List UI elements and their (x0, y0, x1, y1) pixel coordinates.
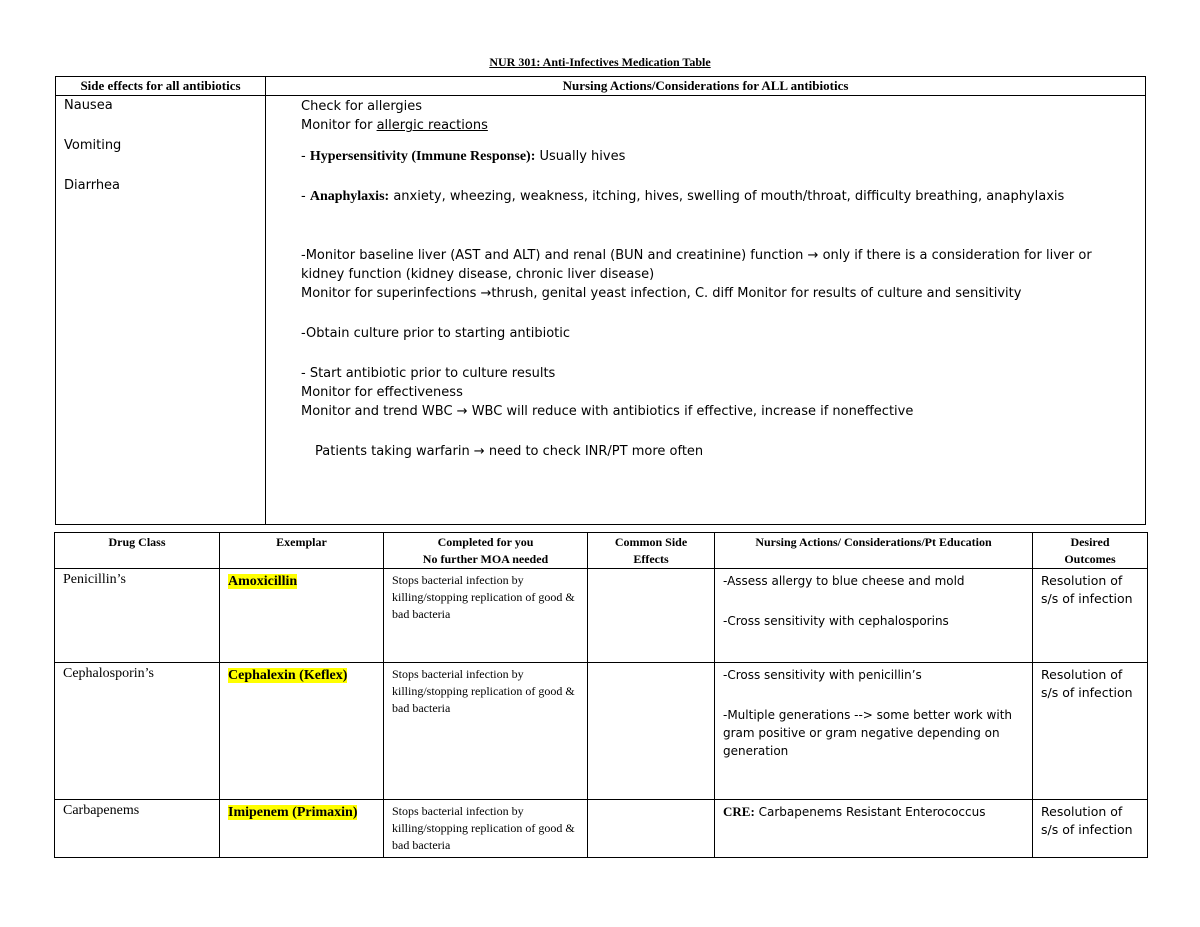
drug-class-table (54, 532, 1148, 858)
action-start-antibiotic: - Start antibiotic prior to culture results (301, 366, 556, 381)
col-header-nursing: Nursing Actions/ Considerations/Pt Education (715, 533, 1033, 569)
drug-class-cell: Carbapenems (55, 800, 220, 858)
side-effect-item: Diarrhea (64, 178, 121, 193)
exemplar-cell (220, 569, 384, 663)
action-warfarin: Patients taking warfarin → need to check INR/PT more often (315, 444, 704, 459)
side-effects-cell (588, 663, 715, 800)
exemplar-cell (220, 663, 384, 800)
action-check-allergies: Check for allergies (301, 99, 423, 114)
action-anaphylaxis: - Anaphylaxis: anxiety, wheezing, weakness, itching, hives, swelling of mouth/throat, difficulty breathing, anaphylaxis (301, 189, 1065, 204)
exemplar-highlight: Imipenem (Primaxin) (228, 805, 358, 820)
action-liver-renal: -Monitor baseline liver (AST and ALT) and renal (BUN and creatinine) function → only if there is a consideration for liver or kidney function (kidney disease, chronic liver disease) (301, 248, 1092, 282)
drug-class-cell: Cephalosporin’s (55, 663, 220, 800)
document-title: NUR 301: Anti-Infectives Medication Table (489, 55, 711, 69)
general-antibiotics-table (55, 76, 1146, 525)
exemplar-highlight: Amoxicillin (228, 574, 298, 589)
moa-cell: Stops bacterial infection by killing/stopping replication of good & bad bacteria (384, 569, 588, 663)
allergic-reactions-text: allergic reactions (376, 118, 488, 133)
table-row (55, 800, 1148, 858)
anaphylaxis-label: Anaphylaxis: (309, 189, 390, 204)
nursing-cell: CRE: Carbapenems Resistant Enterococcus (715, 800, 1033, 858)
col-header-exemplar: Exemplar (220, 533, 384, 569)
nursing-actions-header: Nursing Actions/Considerations for ALL antibiotics (266, 77, 1146, 96)
side-effects-header: Side effects for all antibiotics (56, 77, 266, 96)
side-effect-item: Nausea (64, 98, 113, 113)
action-hypersensitivity: - Hypersensitivity (Immune Response): Usually hives (301, 149, 626, 164)
col-header-outcomes: Desired Outcomes (1033, 533, 1148, 569)
table-row (55, 569, 1148, 663)
outcome-cell: Resolution of s/s of infection (1033, 800, 1148, 858)
table-row (55, 663, 1148, 800)
action-effectiveness: Monitor for effectiveness (301, 385, 463, 400)
outcome-cell: Resolution of s/s of infection (1033, 569, 1148, 663)
action-monitor-allergic: Monitor for allergic reactions (301, 118, 488, 133)
side-effects-cell (56, 96, 266, 525)
exemplar-cell (220, 800, 384, 858)
exemplar-highlight: Cephalexin (Keflex) (228, 668, 348, 683)
moa-cell: Stops bacterial infection by killing/stopping replication of good & bad bacteria (384, 663, 588, 800)
side-effect-item: Vomiting (64, 138, 122, 153)
action-culture: -Obtain culture prior to starting antibiotic (301, 326, 571, 341)
col-header-side-effects: Common Side Effects (588, 533, 715, 569)
moa-cell: Stops bacterial infection by killing/stopping replication of good & bad bacteria (384, 800, 588, 858)
nursing-actions-cell (266, 96, 1146, 525)
action-wbc: Monitor and trend WBC → WBC will reduce with antibiotics if effective, increase if noneffective (301, 404, 914, 419)
drug-class-cell: Penicillin’s (55, 569, 220, 663)
outcome-cell: Resolution of s/s of infection (1033, 663, 1148, 800)
side-effects-cell (588, 800, 715, 858)
action-superinfections: Monitor for superinfections →thrush, genital yeast infection, C. diff Monitor for results of culture and sensitivity (301, 286, 1022, 301)
col-header-moa: Completed for you No further MOA needed (384, 533, 588, 569)
nursing-cell: -Cross sensitivity with penicillin’s -Multiple generations --> some better work with gram positive or gram negative depending on generation (715, 663, 1033, 800)
nursing-cell: -Assess allergy to blue cheese and mold -Cross sensitivity with cephalosporins (715, 569, 1033, 663)
hypersensitivity-label: Hypersensitivity (Immune Response): (309, 149, 536, 164)
col-header-drug-class: Drug Class (55, 533, 220, 569)
side-effects-cell (588, 569, 715, 663)
cre-label: CRE: (723, 804, 755, 819)
